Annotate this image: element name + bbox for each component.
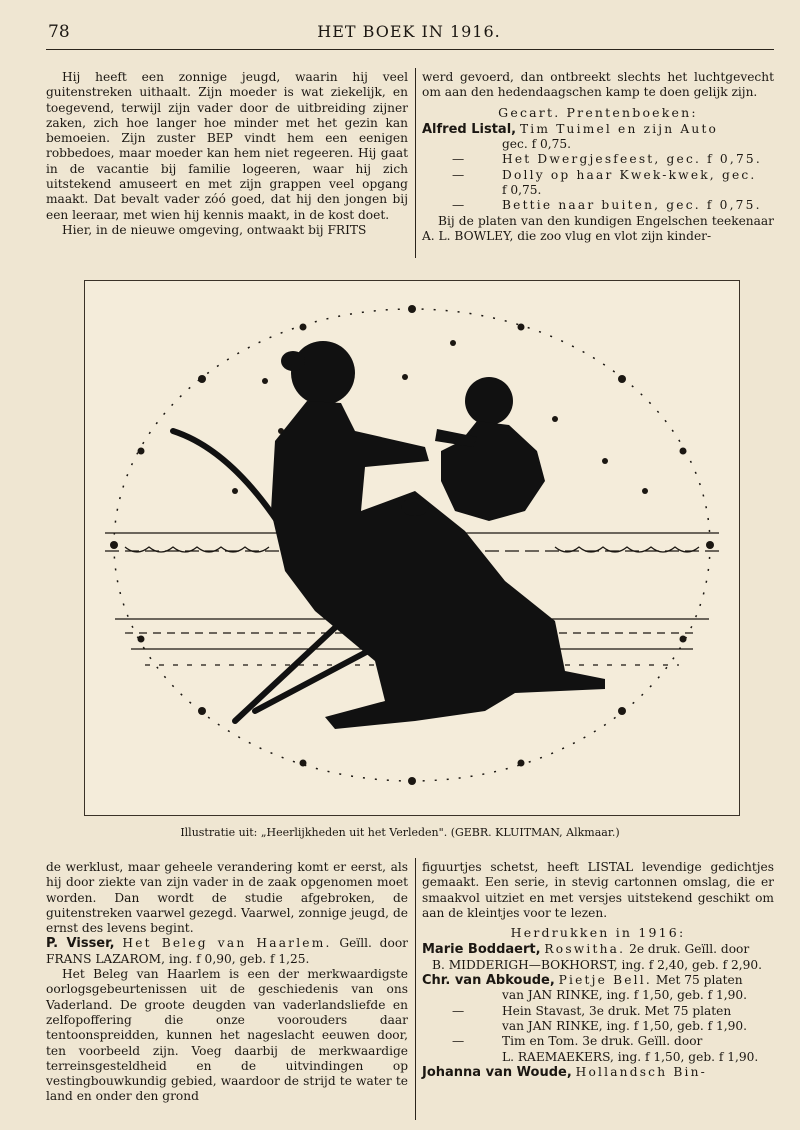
entry-author: Alfred Listal, [422, 121, 517, 137]
entry-details: van JAN RINKE, ing. f 1,50, geb. f 1,90. [502, 988, 748, 1003]
book-entry [422, 152, 774, 167]
entry-price: f 0,75. [502, 183, 542, 198]
column-top-left [46, 70, 408, 238]
illustration-caption: Illustratie uit: „Heerlijkheden uit het Verleden". (GEBR. KLUITMAN, Alkmaar.) [180, 826, 620, 839]
entry-text: Dolly op haar Kwek-kwek, gec. [502, 167, 757, 182]
entry-title: Hollandsch Bin- [575, 1064, 707, 1079]
running-header [48, 20, 770, 48]
column-divider [415, 68, 416, 258]
section-heading: Herdrukken in 1916: [510, 925, 686, 941]
book-entry [422, 122, 774, 153]
book-entry [422, 942, 774, 973]
column-bottom-right [422, 860, 774, 1080]
paragraph: Hier, in de nieuwe omgeving, ontwaakt bij FRITS [62, 222, 367, 237]
header-rule [46, 49, 774, 50]
illustration [84, 280, 740, 816]
book-entry [422, 198, 774, 213]
entry-title: Tim Tuimel en zijn Auto [519, 121, 719, 136]
dash: — [452, 167, 465, 182]
entry-text: Hein Stavast, 3e druk. Met 75 platen [502, 1003, 732, 1018]
entry-details: B. MIDDERIGH—BOKHORST, ing. f 2,40, geb. f 2,90. [432, 957, 763, 972]
book-entry [422, 168, 774, 199]
column-bottom-left [46, 860, 408, 1105]
entry-details: 2e druk. Geïll. door [629, 942, 750, 957]
entry-details: Geïll. door FRANS LAZAROM, ing. f 0,90, geb. f 1,25. [46, 936, 408, 966]
entry-title: Roswitha. [544, 942, 626, 957]
entry-title: Het Beleg van Haarlem. [122, 936, 332, 951]
book-entry [422, 1034, 774, 1065]
entry-details: L. RAEMAEKERS, ing. f 1,50, geb. f 1,90. [502, 1049, 759, 1064]
entry-author: P. Visser, [46, 936, 115, 952]
mother-silhouette [271, 341, 605, 729]
book-entry [46, 936, 408, 967]
running-title: HET BOEK IN 1916. [317, 22, 501, 41]
entry-author: Johanna van Woude, [422, 1064, 572, 1080]
column-top-right [422, 70, 774, 244]
paragraph: Het Beleg van Haarlem is een der merkwaardigste oorlogsgebeurtenissen uit de geschiedenis van ons Vaderland. De groote deugden van vaderlandsliefde en zelfopoffering die onze voorouders daar tentoonspreidden, kunnen het nageslacht eeuwen door, ten voorbeeld zijn. Voeg daarbij de merkwaardige terreinsgesteldheid en de uitvindingen op vestingbouwkundig gebied, waardoor de strijd te water te land en onder den grond [46, 967, 408, 1104]
dash: — [452, 152, 465, 167]
book-entry [422, 973, 774, 1004]
entry-text: Tim en Tom. 3e druk. Geïll. door [502, 1034, 703, 1049]
page-number: 78 [48, 22, 70, 42]
paragraph: werd gevoerd, dan ontbreekt slechts het luchtgevecht om aan den hedendaagschen kamp te doen gelijk zijn. [422, 70, 774, 100]
paragraph: figuurtjes schetst, heeft LISTAL levendige gedichtjes gemaakt. Een serie, in stevig cartonnen omslag, die er smaakvol uitziet en met versjes uitstekend geschikt om aan de kleintjes voor te lezen. [422, 860, 774, 920]
entry-text: Het Dwergjesfeest, gec. f 0,75. [502, 152, 762, 167]
entry-details: Met 75 platen [655, 973, 743, 988]
column-divider [415, 858, 416, 1120]
silhouette-illustration [85, 281, 739, 815]
entry-price: gec. f 0,75. [502, 137, 571, 152]
paragraph: Bij de platen van den kundigen Engelschen teekenaar A. L. BOWLEY, die zoo vlug en vlot zijn kinder- [422, 213, 774, 243]
dash: — [452, 1034, 465, 1049]
entry-text: Bettie naar buiten, gec. f 0,75. [502, 198, 762, 213]
entry-author: Marie Boddaert, [422, 942, 541, 958]
section-heading: Gecart. Prentenboeken: [498, 104, 698, 120]
paragraph: de werklust, maar geheele verandering komt er eerst, als hij door ziekte van zijn vader in de zaak opgenomen moet worden. Dan wordt de studie afgebroken, de guitenstreken vaarwel gezegd. Vaarwel, zonnige jeugd, de ernst des levens begint. [46, 860, 408, 936]
entry-author: Chr. van Abkoude, [422, 973, 555, 989]
dash: — [452, 1003, 465, 1018]
entry-title: Pietje Bell. [558, 973, 652, 988]
paragraph: Hij heeft een zonnige jeugd, waarin hij veel guitenstreken uithaalt. Zijn moeder is wat ziekelijk, en toegevend, terwijl zijn vader door de uitbreiding zijner zaken, zich hoe langer hoe minder met het gezin kan bemoeien. Zijn zuster BEP vindt hem een eenigen robbedoes, maar moeder kan hem niet regeeren. Hij gaat in de vacantie bij familie logeeren, waar hij zich uitstekend amuseert en met zijn grappen veel opgang maakt. Dat bevalt vader zóó goed, dat hij den jongen bij een leeraar, met wien hij kennis maakt, in de kost doet. [46, 70, 408, 222]
entry-details: van JAN RINKE, ing. f 1,50, geb. f 1,90. [502, 1018, 748, 1033]
book-entry [422, 1004, 774, 1035]
book-entry [422, 1065, 774, 1080]
dash: — [452, 198, 465, 213]
